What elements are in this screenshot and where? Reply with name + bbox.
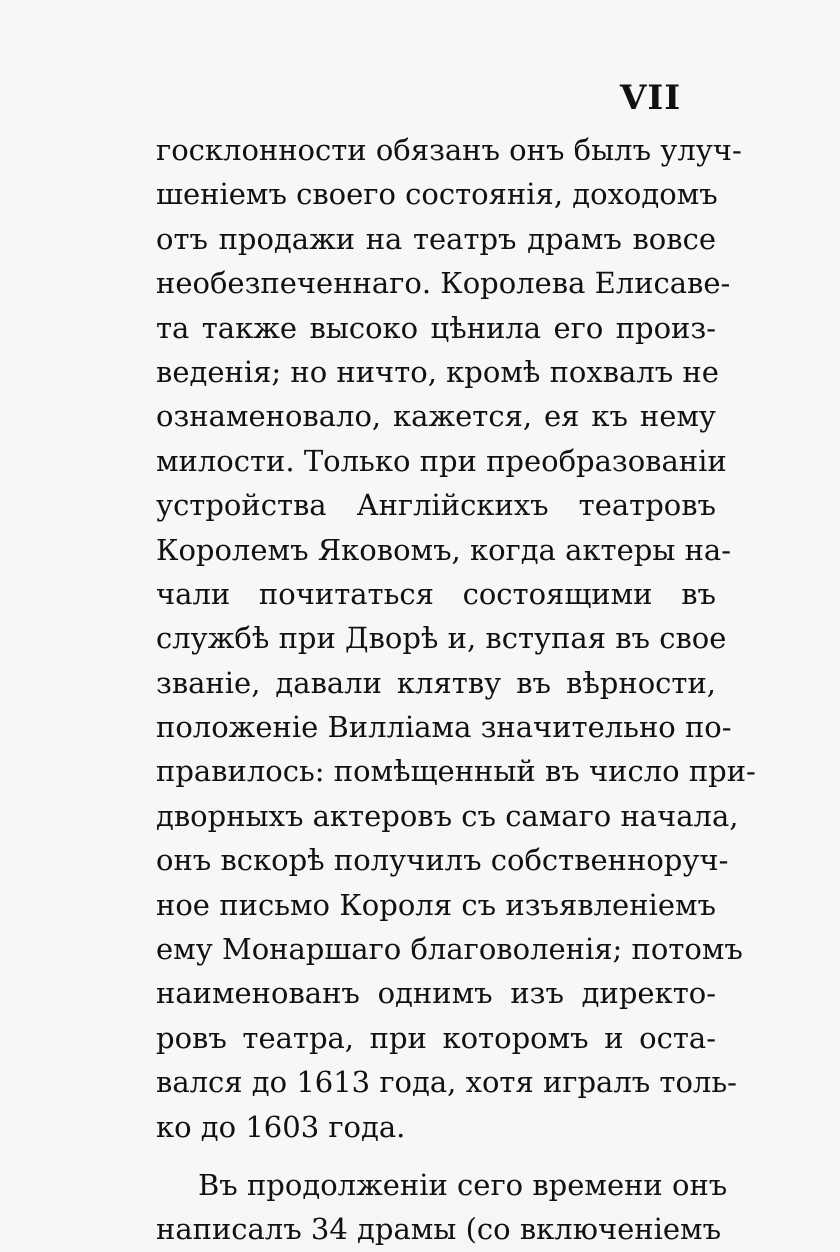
text-line: та также высоко цѣнила его произ- <box>156 310 716 345</box>
text-line: необезпеченнаго. Королева Елисаве- <box>156 266 731 301</box>
text-line: вался до 1613 года, хотя игралъ толь- <box>156 1065 737 1100</box>
text-line: милости. Только при преобразованіи <box>156 443 727 478</box>
text-line: Королемъ Яковомъ, когда актеры на- <box>156 532 732 567</box>
text-line: шеніемъ своего состоянія, доходомъ <box>156 177 718 212</box>
text-line: ознаменовало, кажется, ея къ нему <box>156 399 716 434</box>
page-number: VII <box>620 78 682 118</box>
text-line: Въ продолженіи сего времени онъ <box>198 1167 728 1202</box>
text-line: ровъ театра, при которомъ и оста- <box>156 1020 716 1055</box>
text-line: веденія; но ничто, кромѣ похвалъ не <box>156 354 719 389</box>
text-line: ему Монаршаго благоволенія; потомъ <box>156 932 743 967</box>
paragraph-1 <box>156 128 756 1149</box>
text-line: положеніе Вилліама значительно по- <box>156 710 732 745</box>
body-text <box>156 128 756 1252</box>
text-line: чали почитаться состоящими въ <box>156 576 716 611</box>
text-line: дворныхъ актеровъ съ самаго начала, <box>156 798 739 833</box>
text-line: наименованъ однимъ изъ директо- <box>156 976 716 1011</box>
text-line: ное письмо Короля съ изъявленіемъ <box>156 887 716 922</box>
text-line: ко до 1603 года. <box>156 1109 406 1144</box>
text-line: устройства Англійскихъ театровъ <box>156 488 716 523</box>
text-line: правилось: помѣщенный въ число при- <box>156 754 756 789</box>
text-line: онъ вскорѣ получилъ собственноруч- <box>156 843 729 878</box>
text-line: госклонности обязанъ онъ былъ улуч- <box>156 133 742 167</box>
paragraph-gap <box>156 1149 716 1163</box>
text-line: написалъ 34 драмы (со включеніемъ <box>156 1212 722 1247</box>
text-line: званіе, давали клятву въ вѣрности, <box>156 665 716 700</box>
text-line: службѣ при Дворѣ и, вступая въ свое <box>156 621 727 656</box>
paragraph-2 <box>156 1163 728 1252</box>
text-line: отъ продажи на театръ драмъ вовсе <box>156 221 716 256</box>
